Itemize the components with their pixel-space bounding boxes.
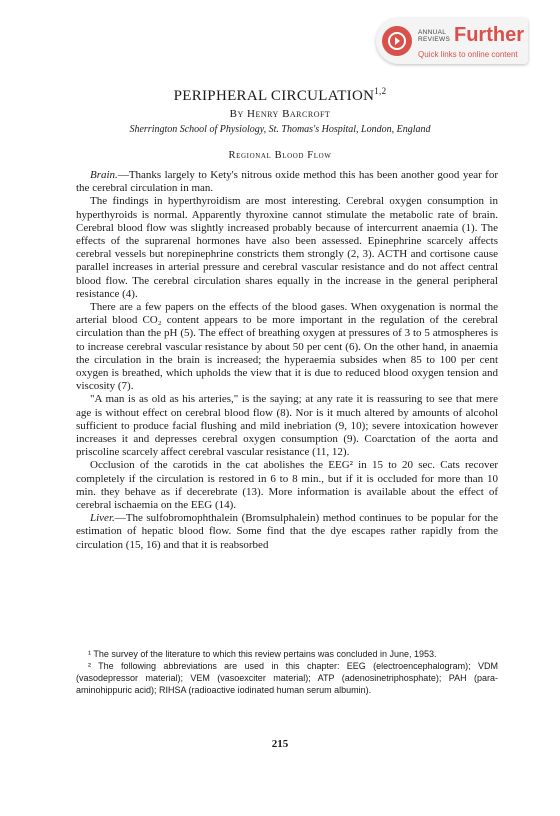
affiliation-line: Sherrington School of Physiology, St. Thomas's Hospital, London, England	[129, 124, 431, 135]
paragraph	[76, 301, 498, 393]
paragraph-text: "A man is as old as his arteries," is the saying; at any rate it is reassuring to see that mere age is without effect on cerebral blood flow (8). Nor is it much altered by amounts of alcohol sufficient to produce facial flushing and mild inebriation (9, 10); severe intoxication however increases it and depresses cerebral oxygen consumption (9). Coarctation of the aorta and priscoline scarcely affect cerebral vascular resistance (11, 12).	[76, 393, 498, 459]
paragraph-text: There are a few papers on the effects of the blood gases. When oxygenation is normal the arterial blood CO₂ content appears to be more important in the regulation of the cerebral circulation than the pH (5). The effect of breathing oxygen at pressures of 3 to 5 atmospheres is to increase cerebral vascular resistance by about 50 per cent (6). On the other hand, in anaemia the circulation in the brain is increased; the hyperaemia subsides when 85 to 100 per cent oxygen is breathed, which upholds the view that it is due to reduced blood oxygen tension and viscosity (7).	[76, 301, 498, 393]
article-title	[0, 86, 560, 105]
footnote-1: ¹ The survey of the literature to which this review pertains was concluded in June, 1953.	[88, 649, 437, 659]
badge-subtitle: Quick links to online content	[418, 50, 518, 59]
badge-further-label: Further	[454, 24, 524, 46]
author-line: By Henry Barcroft	[229, 108, 331, 120]
paragraph-text: —The sulfobromophthalein (Bromsulphalein) method continues to be popular for the estimation of hepatic blood flow. Some find that the dye escapes rather rapidly from the circulation (15, 16) and that it is reabsorbed	[76, 512, 498, 551]
paragraph-lead: Liver.	[90, 512, 115, 525]
paragraph-text: —Thanks largely to Kety's nitrous oxide method this has been another good year for the cerebral circulation in man.	[76, 169, 498, 195]
article-body	[76, 169, 498, 552]
paragraph	[76, 195, 498, 301]
footnote-2: ² The following abbreviations are used in this chapter: EEG (electroencephalogram); VDM (vasodepressor material); VEM (vasoexciter material); ATP (adenosinetriphosphate); PAH (para-aminohippuric acid); RIHSA (radioactive iodinated human serum albumin).	[76, 661, 498, 695]
badge-publisher-label	[418, 29, 450, 43]
paragraph-text: Occlusion of the carotids in the cat abolishes the EEG² in 15 to 20 sec. Cats recover completely if the circulation is restored in 6 to 8 min., but if it is occluded for more than 10 min. they behave as if decerebrate (13). More information is available about the effect of cerebral ischaemia on the EEG (14).	[76, 459, 498, 512]
further-reading-badge[interactable]	[376, 18, 528, 64]
paragraph-text: The findings in hyperthyroidism are most interesting. Cerebral oxygen consumption in hyperthyroids is normal. Apparently thyroxine cannot stimulate the metabolic rate of brain. Cerebral blood flow was slightly increased probably because of intercurrent anaemia (1). The effects of the suprarenal hormones have also been assessed. Epinephrine scarcely affects cerebral vessels but norepinephrine constricts them strongly (2, 3). ACTH and cortisone cause parallel increases in arterial pressure and cerebral vascular resistance and do not affect central blood flow. The cerebral circulation shares equally in the increase in the general peripheral resistance (4).	[76, 195, 498, 300]
section-heading: Regional Blood Flow	[228, 150, 332, 161]
paragraph	[76, 459, 498, 512]
paragraph-brain	[76, 169, 498, 195]
badge-publisher-line1: ANNUAL	[418, 29, 447, 36]
paragraph	[76, 393, 498, 459]
badge-publisher-line2: REVIEWS	[418, 36, 451, 43]
footnotes	[76, 648, 498, 696]
title-footnote-refs: 1,2	[374, 86, 387, 96]
article-title-text: PERIPHERAL CIRCULATION	[173, 88, 375, 104]
page-number: 215	[271, 738, 289, 750]
paragraph-liver	[76, 512, 498, 552]
annual-reviews-logo-icon	[382, 26, 412, 56]
paragraph-lead: Brain.	[90, 169, 118, 181]
